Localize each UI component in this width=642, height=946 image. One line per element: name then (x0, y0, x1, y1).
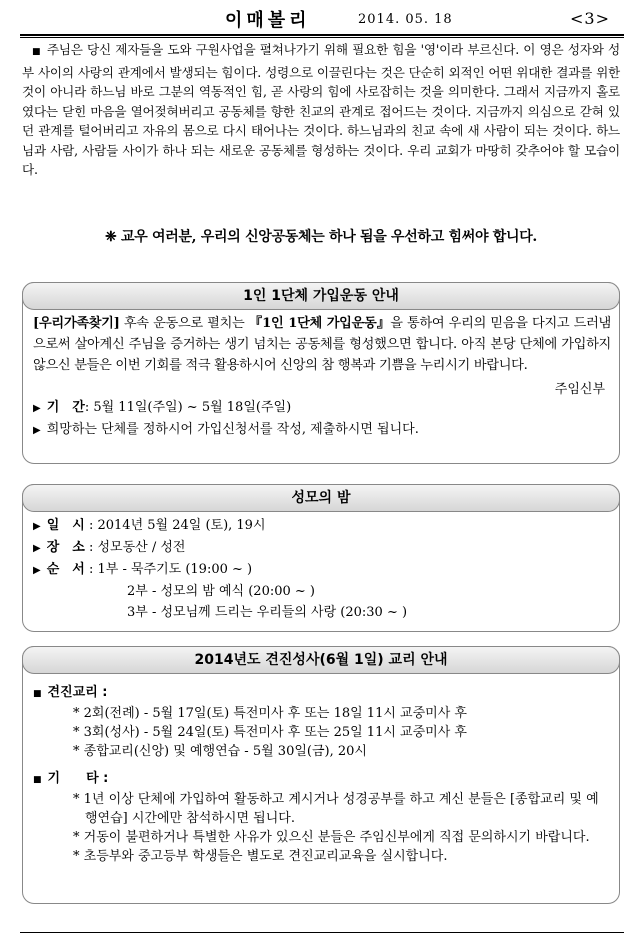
intro-text: 주님은 당신 제자들을 도와 구원사업을 펼쳐나가기 위해 필요한 힘을 '영'이라 부르신다. 이 영은 성자와 성부 사이의 사랑의 관계에서 발생되는 힘이다. 성령으로 이끌린다는 것은 단순히 외적인 어떤 위대한 결과를 위한 것이 아니라 하느님 바로 그분의 역동적인 힘, 곧 사랑의 힘에 사로잡히는 것을 의미한다. 그래서 지금까지 홀로였다는 닫힌 마음을 열어젖혀버리고 공동체를 향한 친교의 관계로 접어드는 것이다. 지금까지 의심으로 갇혀 있던 관계를 털어버리고 자유의 몸으로 다시 태어나는 것이다. 하느님과의 친교 속에 새 사람이 되는 것이다. 하느님과 사람, 사람들 사이가 하나 되는 새로운 공동체를 형성하는 것이다. 우리 교회가 마땅히 갖추어야 할 모습이다. (22, 42, 620, 177)
section-paragraph (33, 313, 611, 376)
slogan: ❈ 교우 여러분, 우리의 신앙공동체는 하나 됨을 우선하고 힘써야 합니다. (104, 229, 537, 245)
section-body (33, 515, 611, 623)
section-title: 1인 1단체 가입운동 안내 (22, 282, 620, 310)
note-row (33, 419, 611, 441)
header-divider (20, 34, 624, 36)
order-item: 3부 - 성모님께 드리는 우리들의 사랑 (20:30 ~ ) (127, 605, 408, 620)
period-label: 기 간 (46, 400, 85, 415)
info-row (33, 515, 611, 537)
period-value: : 5월 11일(주일) ~ 5월 18일(주일) (84, 400, 292, 415)
list-item: * 2회(전례) - 5월 17일(토) 특전미사 후 또는 18일 11시 교중미사 후 (73, 706, 467, 721)
page-number: <3> (570, 9, 610, 28)
row-value: : 성모동산 / 성전 (88, 540, 186, 555)
row-value: : 2014년 5월 24일 (토), 19시 (88, 518, 266, 533)
triangle-bullet-icon: ▶ (33, 425, 41, 436)
list-item: * 초등부와 중고등부 학생들은 별도로 견진교리교육을 실시합니다. (73, 849, 448, 864)
triangle-bullet-icon: ▶ (33, 521, 41, 532)
row-label: 일 시 (46, 518, 85, 533)
triangle-bullet-icon: ▶ (33, 403, 41, 414)
row-label: 순 서 (46, 562, 85, 577)
triangle-bullet-icon: ▶ (33, 565, 41, 576)
section-group-joining (22, 282, 620, 464)
list-item: * 거동이 불편하거나 특별한 사유가 있으신 분들은 주임신부에게 직접 문의하시기 바랍니다. (73, 830, 590, 845)
page-header (20, 6, 624, 36)
paragraph-text-a: 후속 운동으로 펼치는 (119, 316, 249, 331)
info-row (33, 537, 611, 559)
etc-heading (27, 769, 605, 790)
section-title: 2014년도 견진성사(6월 1일) 교리 안내 (22, 646, 620, 674)
row-value: : 1부 - 묵주기도 (19:00 ~ ) (88, 562, 253, 577)
section-confirmation (22, 646, 620, 904)
square-bullet-icon: ■ (33, 775, 42, 785)
intro-paragraph (22, 40, 620, 180)
class-label: 견진교리 : (47, 685, 108, 700)
newsletter-title: 이매볼리 (225, 10, 311, 31)
section-marian-night (22, 484, 620, 632)
section-title: 성모의 밤 (22, 484, 620, 512)
issue-date: 2014. 05. 18 (358, 12, 453, 27)
section-body (33, 313, 611, 441)
section-body (27, 683, 605, 866)
square-bullet-icon: ■ (33, 689, 42, 699)
row-label: 장 소 (46, 540, 85, 555)
paragraph-text-b: 을 통하여 우리의 믿음을 다지고 드러냄으로써 살아계신 주님을 증거하는 생기 넘치는 공동체를 형성했으면 합니다. 아직 본당 단체에 가입하지 않으신 분들은 이번 기회를 적극 활용하시어 신앙의 참 행복과 기쁨을 누리시기 바랍니다. (33, 316, 611, 373)
list-item: * 3회(성사) - 5월 24일(토) 특전미사 후 또는 25일 11시 교중미사 후 (73, 725, 467, 740)
list-item: * 종합교리(신앙) 및 예행연습 - 5월 30일(금), 20시 (73, 744, 367, 759)
etc-label: 기 타 : (47, 771, 109, 786)
note-text: 희망하는 단체를 정하시어 가입신청서를 작성, 제출하시면 됩니다. (46, 422, 419, 437)
info-row (33, 559, 611, 581)
period-row (33, 397, 611, 419)
signature: 주임신부 (554, 382, 605, 397)
list-item: * 1년 이상 단체에 가입하여 활동하고 계시거나 성경공부를 하고 계신 분들은 [종합교리 및 예행연습] 시간에만 참석하시면 됩니다. (73, 792, 599, 826)
footer-divider (20, 932, 624, 933)
header-divider-thin (20, 37, 624, 38)
square-bullet-icon: ■ (32, 47, 41, 57)
bracket-label: [우리가족찾기] (33, 316, 120, 331)
order-item: 2부 - 성모의 밤 예식 (20:00 ~ ) (127, 584, 315, 599)
campaign-name: 『1인 1단체 가입운동』 (248, 316, 391, 331)
class-heading (27, 683, 605, 704)
triangle-bullet-icon: ▶ (33, 543, 41, 554)
